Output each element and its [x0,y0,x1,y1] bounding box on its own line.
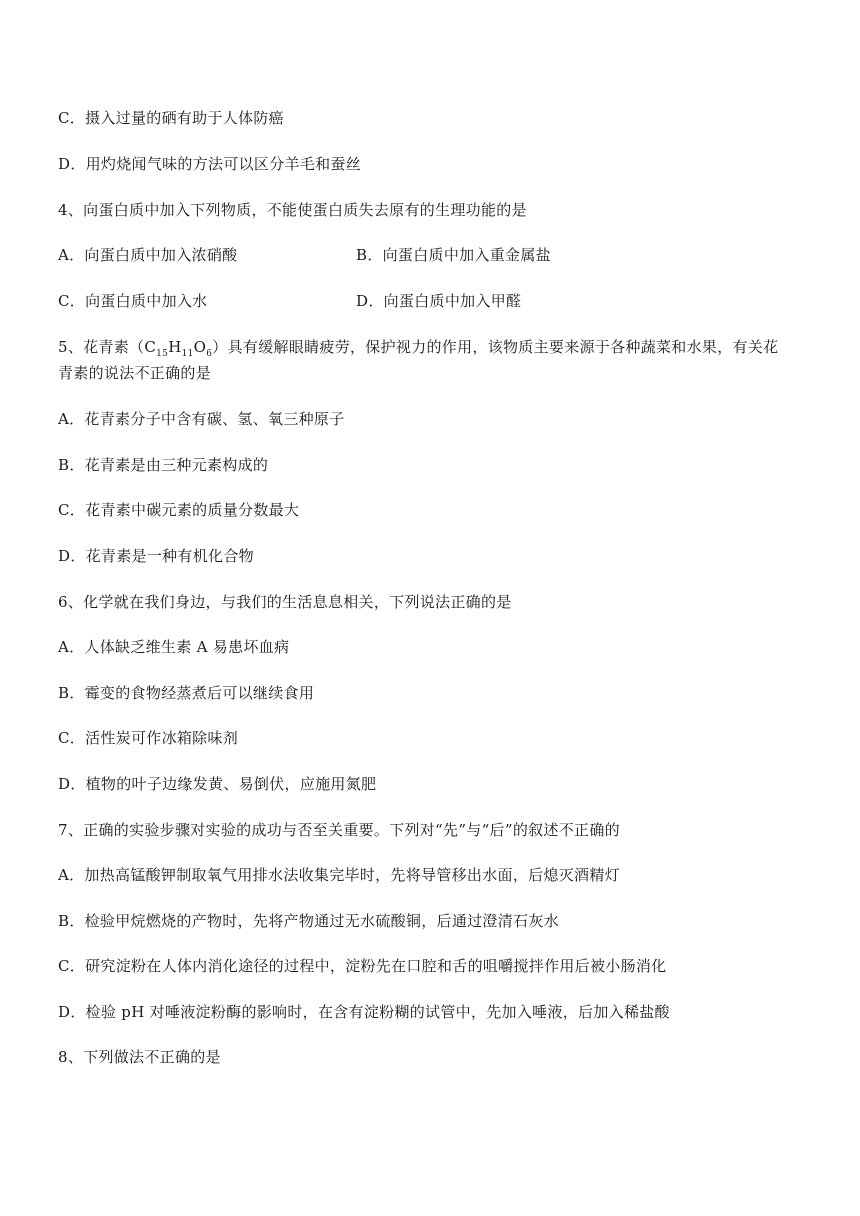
question-7-option-a: A．加热高锰酸钾制取氧气用排水法收集完毕时，先将导管移出水面，后熄灭酒精灯 [58,866,620,884]
question-4-option-c: C．向蛋白质中加入水 [58,292,208,310]
formula-o-subscript: 6 [206,349,213,359]
question-5-prefix: 5、花青素（ [58,338,145,356]
question-7-option-c: C．研究淀粉在人体内消化途径的过程中，淀粉先在口腔和舌的咀嚼搅拌作用后被小肠消化 [58,957,667,975]
question-5-option-d: D．花青素是一种有机化合物 [58,547,254,565]
formula-o: O [193,338,207,356]
question-4-option-a: A．向蛋白质中加入浓硝酸 [58,246,238,264]
question-7-option-b: B．检验甲烷燃烧的产物时，先将产物通过无水硫酸铜，后通过澄清石灰水 [58,912,559,930]
question-4-option-d: D．向蛋白质中加入甲醛 [356,292,522,310]
question-7: 7、正确的实验步骤对实验的成功与否至关重要。下列对“先”与“后”的叙述不正确的 [58,821,620,839]
formula-h: H [168,338,182,356]
question-6-option-b: B．霉变的食物经蒸煮后可以继续食用 [58,684,315,702]
question-7-option-d: D．检验 pH 对唾液淀粉酶的影响时，在含有淀粉糊的试管中，先加入唾液，后加入稀盐酸 [58,1003,670,1021]
question-5-text: ）具有缓解眼睛疲劳，保护视力的作用，该物质主要来源于各种蔬菜和水果，有关花 [212,338,779,356]
option-c-selenium: C．摄入过量的硒有助于人体防癌 [58,109,284,127]
question-8: 8、下列做法不正确的是 [58,1048,221,1066]
formula-c: C [144,338,157,356]
formula-c-subscript: 15 [156,349,169,359]
question-4-option-b: B．向蛋白质中加入重金属盐 [356,246,551,264]
chemical-formula [144,338,213,359]
question-5-option-c: C．花青素中碳元素的质量分数最大 [58,501,300,519]
question-5-option-b: B．花青素是由三种元素构成的 [58,456,269,474]
option-d-wool-silk: D．用灼烧闻气味的方法可以区分羊毛和蚕丝 [58,155,362,173]
question-6-option-a: A．人体缺乏维生素 A 易患坏血病 [58,638,290,656]
formula-h-subscript: 11 [181,349,194,359]
question-6-option-c: C．活性炭可作冰箱除味剂 [58,729,239,747]
question-6-option-d: D．植物的叶子边缘发黄、易倒伏，应施用氮肥 [58,775,377,793]
question-6: 6、化学就在我们身边，与我们的生活息息相关，下列说法正确的是 [58,593,512,611]
question-4: 4、向蛋白质中加入下列物质，不能使蛋白质失去原有的生理功能的是 [58,201,527,219]
question-5 [58,336,778,358]
question-5-option-a: A．花青素分子中含有碳、氢、氧三种原子 [58,410,345,428]
question-5-continued: 青素的说法不正确的是 [58,364,212,382]
